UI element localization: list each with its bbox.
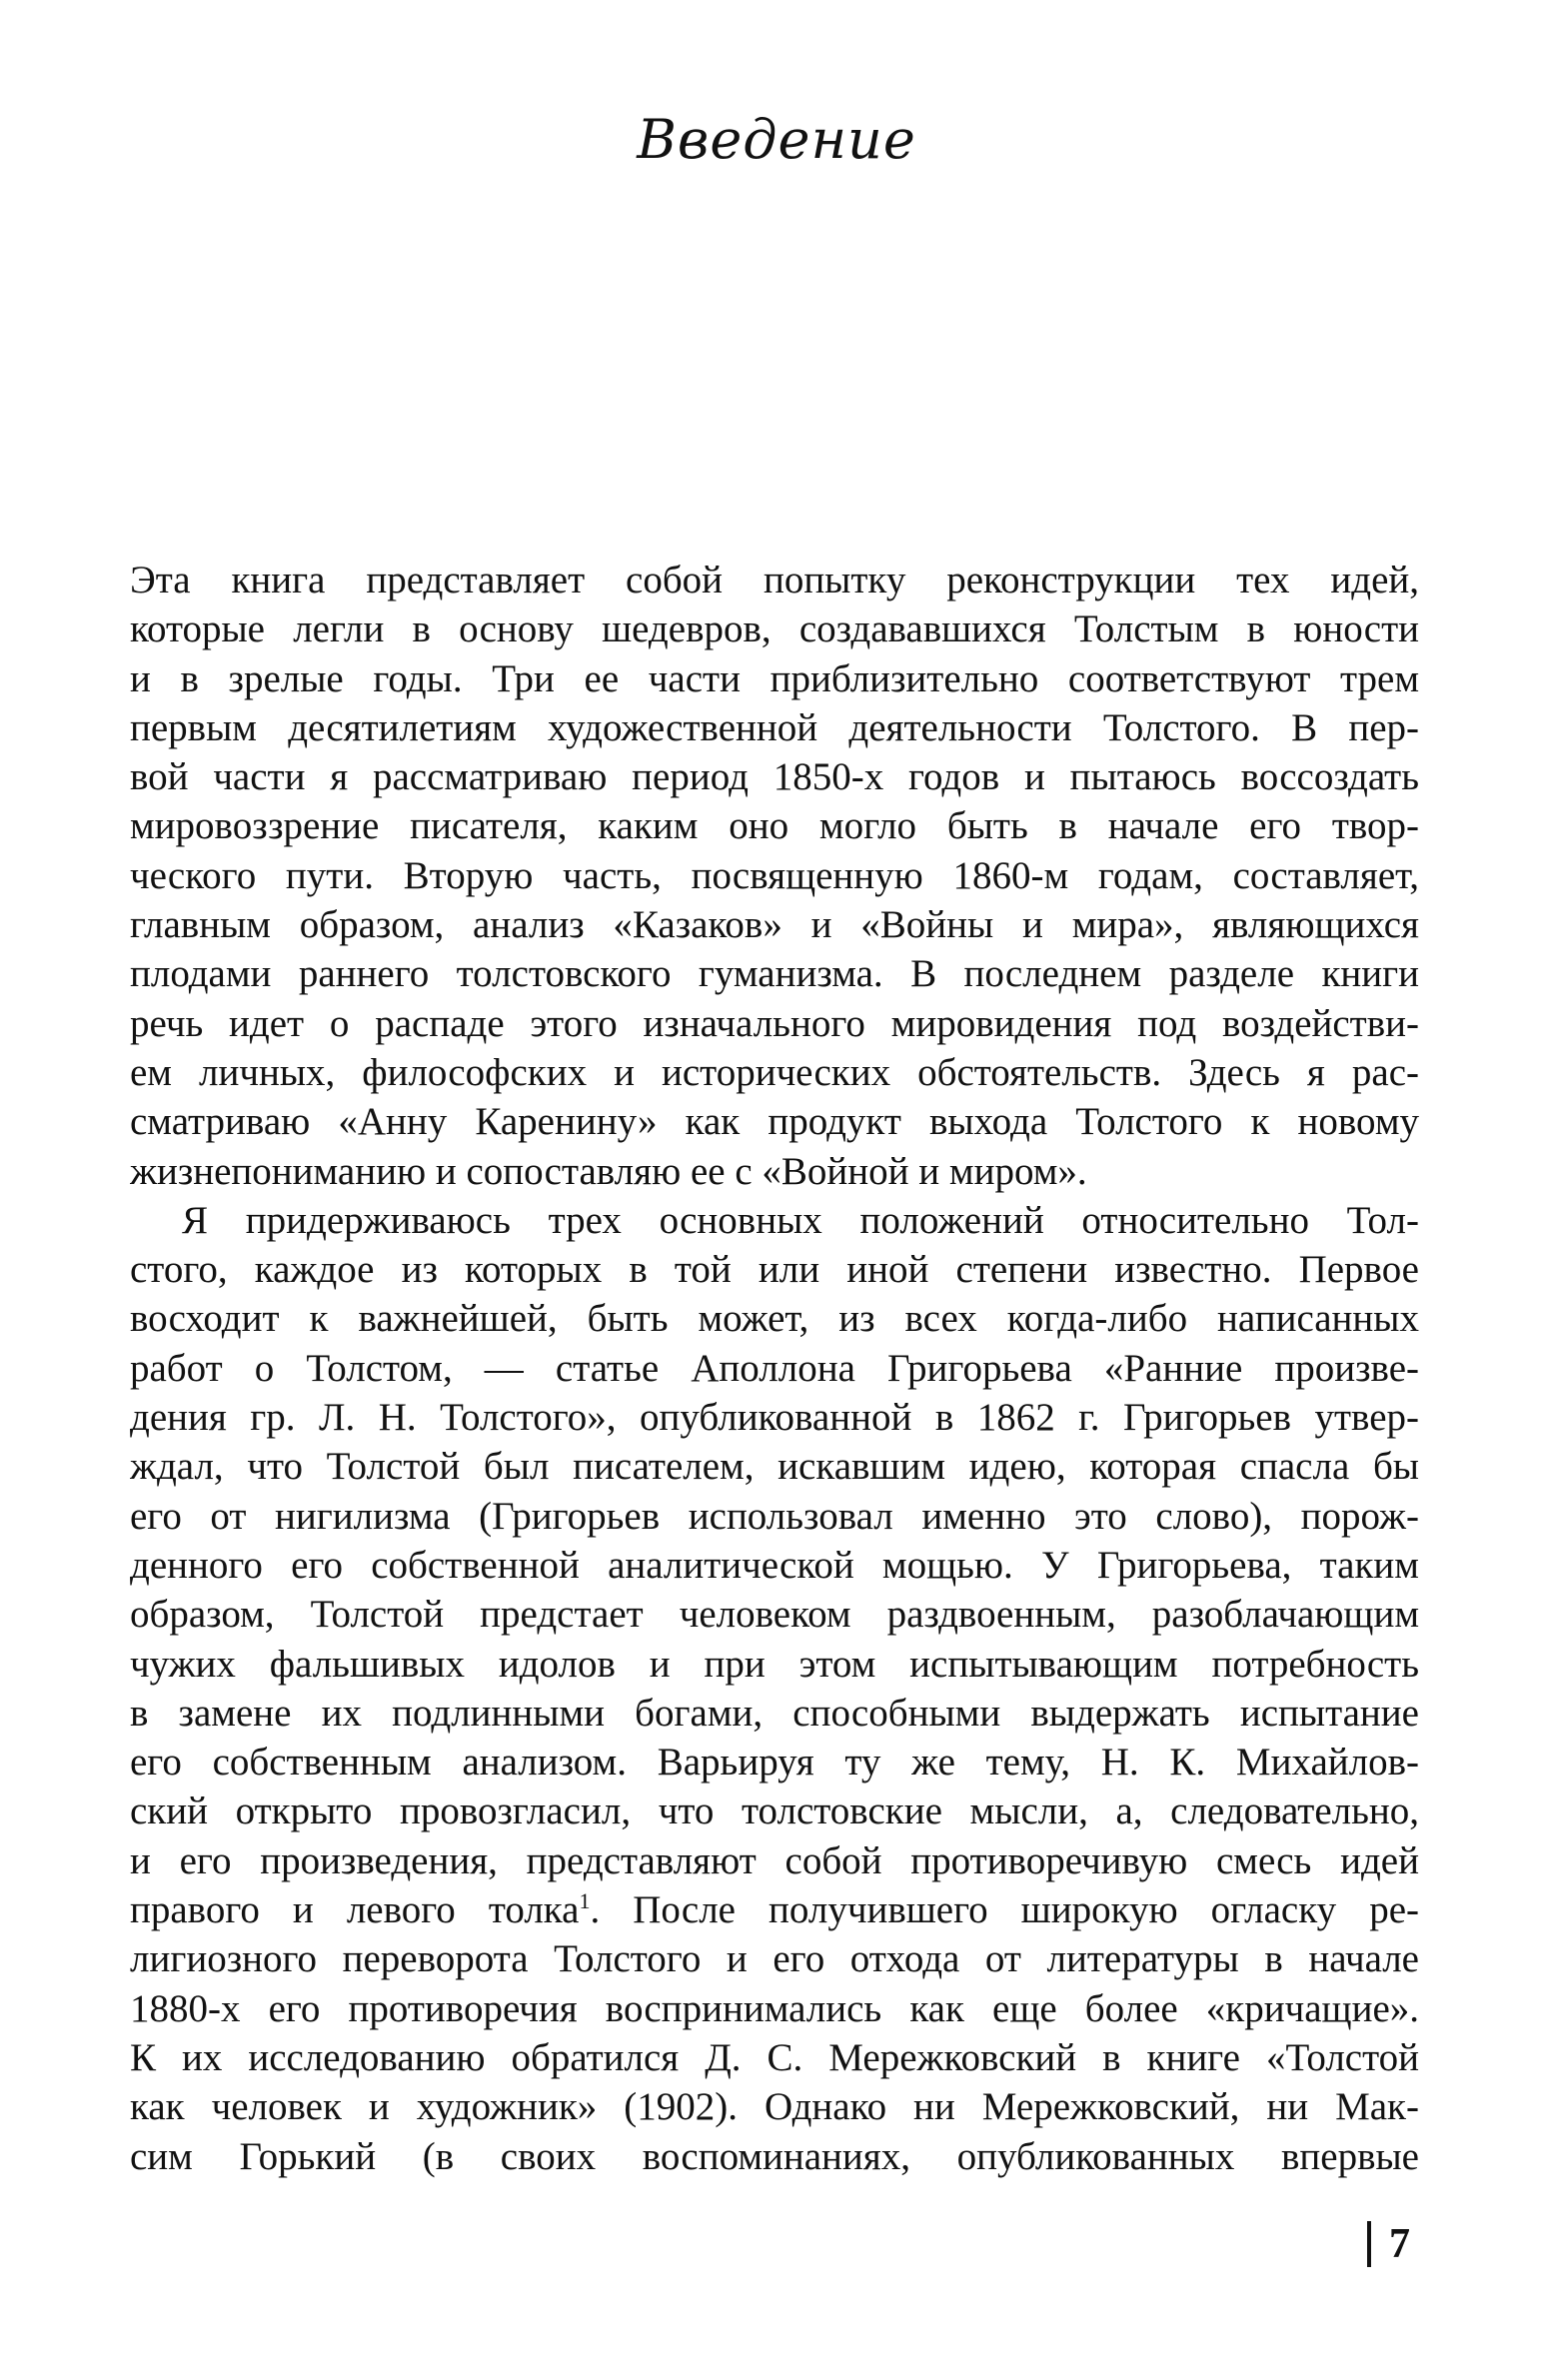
text-fragment: правого и левого толка <box>130 1888 580 1932</box>
paragraph-1 <box>130 556 1419 1196</box>
paragraph-2 <box>130 1196 1419 2181</box>
text-line: мировоззрение писателя, каким оно могло быть в начале его твор- <box>130 804 1419 848</box>
text-line: К их исследованию обратился Д. С. Мережковский в книге «Толстой <box>130 2035 1419 2079</box>
page-number-rule <box>1367 2221 1371 2267</box>
text-line: стого, каждое из которых в той или иной степени известно. Первое <box>130 1248 1419 1292</box>
page-number: 7 <box>1389 2221 1410 2267</box>
text-line: как человек и художник» (1902). Однако ни Мережковский, ни Мак- <box>130 2085 1419 2129</box>
text-line: ческого пути. Вторую часть, посвященную 1860-м годам, составляет, <box>130 853 1419 897</box>
text-line: Эта книга представляет собой попытку реконструкции тех идей, <box>130 559 1419 601</box>
text-line: и в зрелые годы. Три ее части приблизительно соответствуют трем <box>130 656 1419 700</box>
text-line: денного его собственной аналитической мощью. У Григорьева, таким <box>130 1543 1419 1587</box>
text-line: Я придерживаюсь трех основных положений относительно Тол- <box>182 1198 1419 1242</box>
body-text <box>130 556 1419 2181</box>
text-line: сматриваю «Анну Каренину» как продукт выхода Толстого к новому <box>130 1100 1419 1144</box>
text-line: главным образом, анализ «Казаков» и «Войны и мира», являющихся <box>130 903 1419 947</box>
text-fragment: . После получившего широкую огласку ре- <box>590 1888 1419 1932</box>
text-line: в замене их подлинными богами, способными выдержать испытание <box>130 1691 1419 1735</box>
footnote-marker[interactable]: 1 <box>579 1888 591 1914</box>
page-footer <box>1367 2220 1410 2268</box>
text-line: сим Горький (в своих воспоминаниях, опубликованных впервые <box>130 2134 1419 2178</box>
text-line: ский открыто провозгласил, что толстовские мысли, а, следовательно, <box>130 1789 1419 1833</box>
text-line: жизнепониманию и сопоставляю ее с «Войной и миром». <box>130 1149 1087 1193</box>
text-line: первым десятилетиям художественной деятельности Толстого. В пер- <box>130 705 1419 749</box>
text-line: ждал, что Толстой был писателем, искавшим идею, которая спасла бы <box>130 1445 1419 1489</box>
text-line: вой части я рассматриваю период 1850-х годов и пытаюсь воссоздать <box>130 755 1419 799</box>
text-line: дения гр. Л. Н. Толстого», опубликованной в 1862 г. Григорьев утвер- <box>130 1396 1419 1440</box>
text-line: его от нигилизма (Григорьев использовал именно это слово), порож- <box>130 1494 1419 1538</box>
text-line: речь идет о распаде этого изначального мировидения под воздействи- <box>130 1001 1419 1045</box>
text-line-with-footnote <box>130 1885 1419 1934</box>
text-line: плодами раннего толстовского гуманизма. В последнем разделе книги <box>130 952 1419 996</box>
text-line: лигиозного переворота Толстого и его отхода от литературы в начале <box>130 1937 1419 1981</box>
text-line: восходит к важнейшей, быть может, из всех когда-либо написанных <box>130 1297 1419 1341</box>
text-line: и его произведения, представляют собой противоречивую смесь идей <box>130 1838 1419 1882</box>
text-line: чужих фальшивых идолов и при этом испытывающим потребность <box>130 1642 1419 1686</box>
text-line: работ о Толстом, — статье Аполлона Григорьева «Ранние произве- <box>130 1346 1419 1390</box>
text-line: которые легли в основу шедевров, создававшихся Толстым в юности <box>130 607 1419 651</box>
chapter-title: Введение <box>637 108 916 171</box>
text-line: образом, Толстой предстает человеком раздвоенным, разоблачающим <box>130 1593 1419 1637</box>
text-line: ем личных, философских и исторических обстоятельств. Здесь я рас- <box>130 1050 1419 1094</box>
text-line: его собственным анализом. Варьируя ту же тему, Н. К. Михайлов- <box>130 1741 1419 1785</box>
text-line: 1880-х его противоречия воспринимались как еще более «кричащие». <box>130 1986 1419 2030</box>
